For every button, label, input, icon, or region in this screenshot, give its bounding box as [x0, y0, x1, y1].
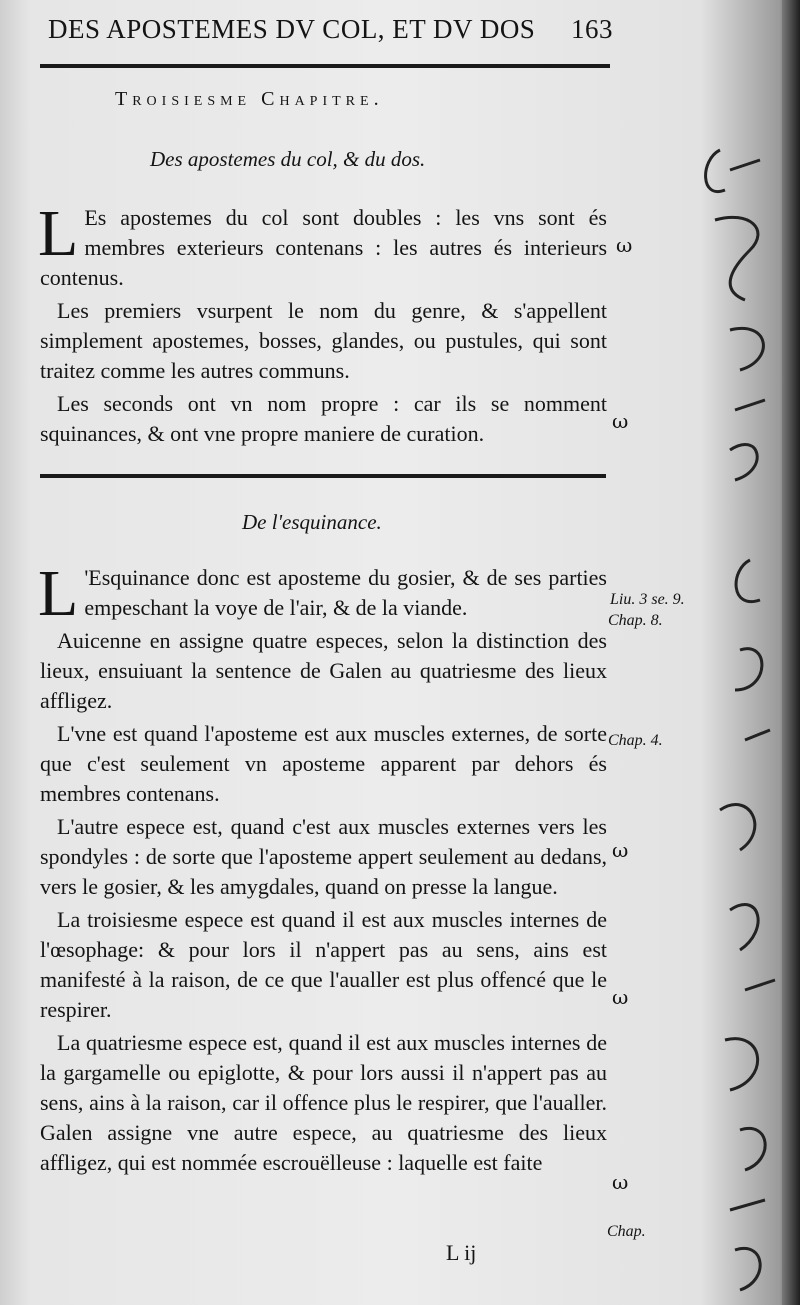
section-divider-rule	[40, 474, 606, 478]
paragraph: L'autre espece est, quand c'est aux muscles externes vers les spondyles : de sorte que l'aposteme appert seulement au dedans, vers le gosier, & les amygdales, quand on presse la langue.	[40, 814, 607, 899]
running-head	[48, 14, 613, 45]
margin-note: Chap. 8.	[608, 612, 663, 629]
margin-note: Chap. 4.	[608, 732, 663, 749]
margin-mark: ω	[612, 838, 629, 862]
paragraph: La quatriesme espece est, quand il est aux muscles internes de la gargamelle ou epiglotte, & pour lors aussi il n'appert pas au sens, ains à la raison, car il offence plus le respirer, que l'aualler. Galen assigne vne autre espece, au quatriesme des lieux affligez, qui est nommée escrouëlleuse : laquelle est faite	[40, 1030, 607, 1175]
paragraph: Auicenne en assigne quatre especes, selon la distinction des lieux, ensuiuant la sentence de Galen au quatriesme des lieux affligez.	[40, 628, 607, 713]
drop-cap: L	[38, 197, 79, 270]
paragraph: Les premiers vsurpent le nom du genre, & s'appellent simplement apostemes, bosses, glandes, ou pustules, qui sont traitez comme les autres communs.	[40, 298, 607, 383]
margin-mark: ω	[612, 1170, 629, 1194]
chapter-title: Des apostemes du col, & du dos.	[150, 147, 426, 171]
drop-cap: L	[38, 557, 79, 630]
section-title: De l'esquinance.	[242, 510, 382, 534]
margin-mark: ω	[612, 985, 629, 1009]
margin-note: Liu. 3 se. 9.	[610, 591, 685, 608]
margin-mark: ω	[612, 409, 629, 433]
section-2-text	[38, 557, 607, 1181]
paragraph: L 'Esquinance donc est aposteme du gosier, & de ses parties empeschant la voye de l'air, & de la viande.	[38, 557, 607, 630]
handwritten-annotation	[690, 130, 790, 1305]
paragraph: La troisiesme espece est quand il est aux muscles internes de l'œsophage: & pour lors il n'appert pas au sens, ains est manifesté à la raison, de ce que l'aualler est plus offencé que le respirer.	[40, 907, 607, 1022]
margin-note: Chap.	[607, 1223, 646, 1240]
margin-mark: ω	[616, 233, 633, 257]
chapter-heading: Troisiesme Chapitre.	[115, 88, 384, 110]
running-head-title: DES APOSTEMES DV COL, ET DV DOS	[48, 14, 536, 44]
paragraph: Les seconds ont vn nom propre : car ils se nomment squinances, & ont vne propre maniere de curation.	[40, 391, 607, 446]
paragraph: L'vne est quand l'aposteme est aux muscles externes, de sorte que c'est seulement vn aposteme apparent par dehors és membres contenans.	[40, 721, 607, 806]
page-number: 163	[571, 14, 613, 44]
paragraph: L Es apostemes du col sont doubles : les vns sont és membres exterieurs contenans : les autres és interieurs contenus.	[38, 197, 607, 290]
section-1-text	[38, 197, 607, 452]
header-rule	[40, 64, 610, 68]
signature-mark: L ij	[446, 1240, 477, 1265]
